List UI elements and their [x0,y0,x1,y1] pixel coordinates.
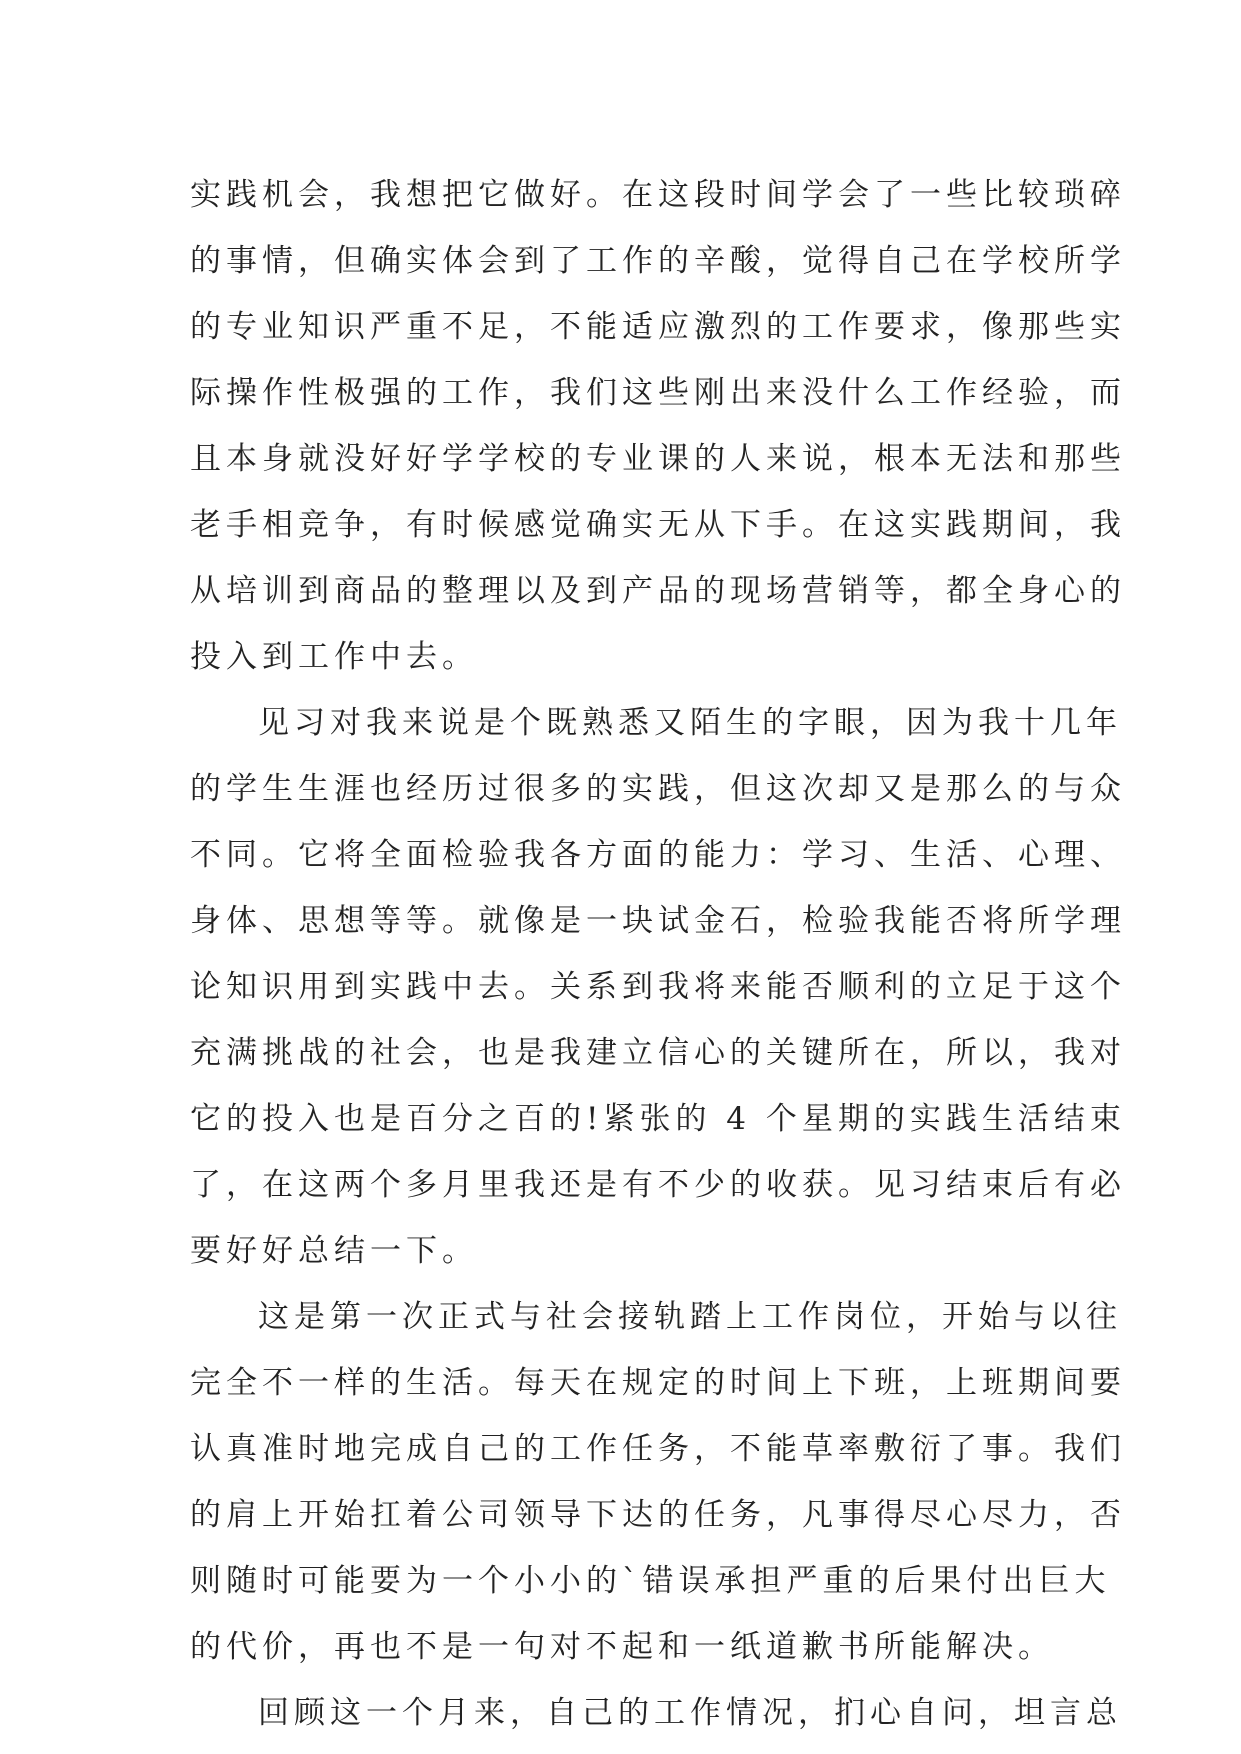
text-line: 实践机会，我想把它做好。在这段时间学会了一些比较琐碎 [190,177,1126,213]
text-line: 见习对我来说是个既熟悉又陌生的字眼，因为我十几年 [258,705,1122,741]
text-line: 它的投入也是百分之百的!紧张的 4 个星期的实践生活结束 [190,1101,1126,1137]
paragraph [190,690,1126,1284]
text-line: 从培训到商品的整理以及到产品的现场营销等，都全身心的 [190,573,1126,609]
text-line: 投入到工作中去。 [190,639,478,675]
text-line: 且本身就没好好学学校的专业课的人来说，根本无法和那些 [190,441,1126,477]
text-line: 老手相竞争，有时候感觉确实无从下手。在这实践期间，我 [190,507,1126,543]
text-line: 的学生生涯也经历过很多的实践，但这次却又是那么的与众 [190,771,1126,807]
paragraph [190,162,1126,690]
text-line: 的专业知识严重不足，不能适应激烈的工作要求，像那些实 [190,309,1126,345]
text-line: 不同。它将全面检验我各方面的能力：学习、生活、心理、 [190,837,1126,873]
text-line: 的肩上开始扛着公司领导下达的任务，凡事得尽心尽力，否 [190,1497,1126,1533]
text-line: 充满挑战的社会，也是我建立信心的关键所在，所以，我对 [190,1035,1126,1071]
text-line: 的代价，再也不是一句对不起和一纸道歉书所能解决。 [190,1629,1054,1665]
text-line: 认真准时地完成自己的工作任务，不能草率敷衍了事。我们 [190,1431,1126,1467]
text-line: 的事情，但确实体会到了工作的辛酸，觉得自己在学校所学 [190,243,1126,279]
text-line: 完全不一样的生活。每天在规定的时间上下班，上班期间要 [190,1365,1126,1401]
document-body [190,162,1126,1746]
text-line: 论知识用到实践中去。关系到我将来能否顺利的立足于这个 [190,969,1126,1005]
text-line: 回顾这一个月来，自己的工作情况，扪心自问，坦言总 [258,1695,1122,1731]
paragraph [190,1284,1126,1680]
text-line: 身体、思想等等。就像是一块试金石，检验我能否将所学理 [190,903,1126,939]
text-line: 了，在这两个多月里我还是有不少的收获。见习结束后有必 [190,1167,1126,1203]
text-line: 这是第一次正式与社会接轨踏上工作岗位，开始与以往 [258,1299,1122,1335]
paragraph [190,1680,1122,1746]
text-line: 要好好总结一下。 [190,1233,478,1269]
text-line: 际操作性极强的工作，我们这些刚出来没什么工作经验，而 [190,375,1126,411]
text-line: 则随时可能要为一个小小的`错误承担严重的后果付出巨大 [190,1563,1111,1599]
